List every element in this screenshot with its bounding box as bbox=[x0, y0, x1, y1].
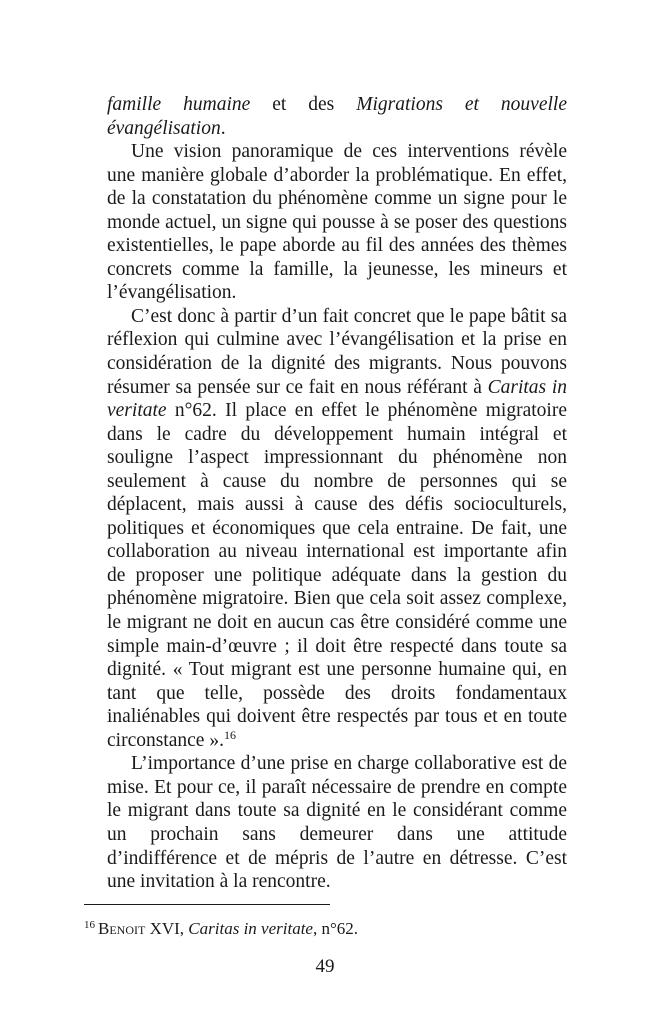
footnote-title: Caritas in veritate bbox=[188, 919, 313, 938]
paragraph-text: n°62. Il place en effet le phénomène migratoire dans le cadre du développement humain intégral et souligne l’aspect impressionnant du phénomène non seulement à cause du nombre de personnes qui se déplacent, mais aussi à cause des défis socioculturels, politiques et économiques que cela entraine. De fait, une collaboration au niveau international est importante afin de proposer une politique adéquate dans la gestion du phénomène migratoire. Bien que cela soit assez complexe, le migrant ne doit en aucun cas être considéré comme une simple main-d’œuvre ; il doit être respecté dans toute sa dignité. « Tout migrant est une personne humaine qui, en tant que telle, possède des droits fondamentaux inaliénables qui doivent être respectés par tous et en toute circonstance ». bbox=[107, 400, 567, 751]
footnote bbox=[84, 914, 564, 940]
paragraph-text: . bbox=[220, 117, 226, 139]
footnote-text: , n°62. bbox=[312, 919, 359, 938]
italic-title-famille-humaine: famille humaine bbox=[107, 94, 251, 115]
paragraph-text: et des bbox=[250, 94, 357, 115]
paragraph-vision: Une vision panoramique de ces interventions révèle une manière globale d’aborder la problématique. En effet, de la constatation du phénomène comme un signe pour le monde actuel, un signe qui pousse à se poser des questions existentielles, le pape aborde au fil des années des thèmes concrets comme la famille, la jeunesse, les mineurs et l’évangélisation. bbox=[107, 141, 567, 304]
footnote-text: XVI, bbox=[145, 919, 189, 938]
footnote-author: Benoit bbox=[98, 919, 146, 938]
paragraph-text: C’est donc à partir d’un fait concret que le pape bâtit sa réflexion qui culmine avec l’évangélisation et la prise en considération de la dignité des migrants. Nous pouvons résumer sa pensée sur ce fait en nous référant à bbox=[107, 305, 567, 398]
footnote-separator bbox=[84, 904, 330, 905]
paragraph-continuation bbox=[107, 93, 567, 140]
paragraph-caritas bbox=[107, 305, 567, 752]
paragraph-importance: L’importance d’une prise en charge collaborative est de mise. Et pour ce, il paraît nécessaire de prendre en compte le migrant dans toute sa dignité en le considérant comme un prochain sans demeurer dans une attitude d’indifférence et de mépris de l’autre en détresse. C’est une invitation à la rencontre. bbox=[107, 753, 567, 893]
italic-title-migrations: Migrations et nouvelle évangélisation bbox=[107, 94, 567, 139]
page-number: 49 bbox=[315, 956, 335, 977]
footnote-reference[interactable]: 16 bbox=[223, 727, 236, 742]
italic-caritas-in-veritate: Caritas in veritate bbox=[107, 376, 567, 422]
body-text bbox=[107, 93, 567, 894]
footnote-number: 16 bbox=[84, 919, 95, 931]
